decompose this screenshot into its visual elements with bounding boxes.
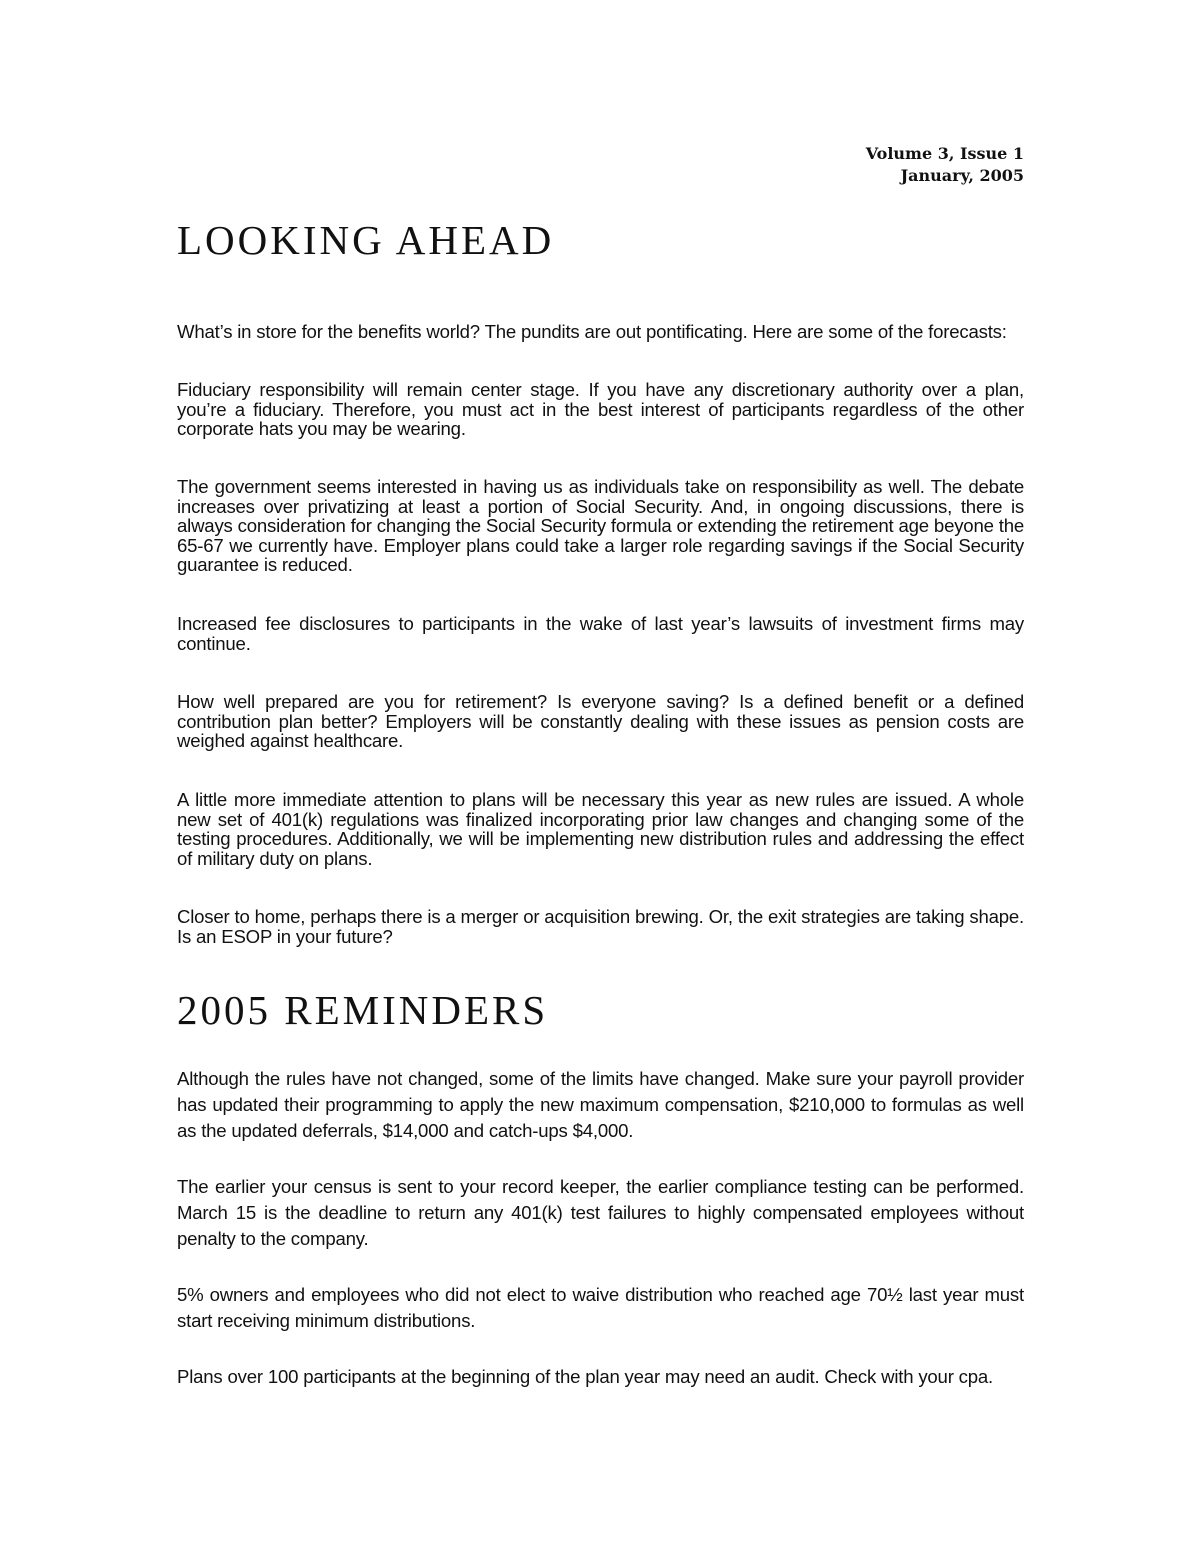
paragraph: Increased fee disclosures to participants in the wake of last year’s lawsuits of investment firms may continue. [177,613,1024,654]
paragraph: What’s in store for the benefits world? The pundits are out pontificating. Here are some of the forecasts: [177,321,1007,342]
paragraph: 5% owners and employees who did not elect to waive distribution who reached age 70½ last year must start receiving minimum distributions. [177,1284,1024,1331]
section-title-looking-ahead: LOOKING AHEAD [177,217,555,263]
issue-date: January, 2005 [900,166,1024,185]
paragraph: Plans over 100 participants at the beginning of the plan year may need an audit. Check with your cpa. [177,1366,994,1387]
paragraph: Fiduciary responsibility will remain center stage. If you have any discretionary authority over a plan, you’re a fiduciary. Therefore, you must act in the best interest of participants regardless of the other corporate hats you may be wearing. [177,379,1024,440]
paragraph: The government seems interested in having us as individuals take on responsibility as well. The debate increases over privatizing at least a portion of Social Security. And, in ongoing discussions, there is always consideration for changing the Social Security formula or extending the retirement age beyone the 65-67 we currently have. Employer plans could take a larger role regarding savings if the Social Security guarantee is reduced. [177,476,1024,576]
paragraph: How well prepared are you for retirement? Is everyone saving? Is a defined benefit or a defined contribution plan better? Employers will be constantly dealing with these issues as pension costs are weighed against healthcare. [177,691,1024,752]
newsletter-page [177,0,1024,1553]
paragraph: Although the rules have not changed, some of the limits have changed. Make sure your payroll provider has updated their programming to apply the new maximum compensation, $210,000 to formulas as well as the updated deferrals, $14,000 and catch-ups $4,000. [177,1068,1024,1141]
issue-info [866,143,1024,187]
volume-issue: Volume 3, Issue 1 [865,144,1024,163]
section-title-2005-reminders: 2005 REMINDERS [177,987,549,1033]
paragraph: A little more immediate attention to plans will be necessary this year as new rules are issued. A whole new set of 401(k) regulations was finalized incorporating prior law changes and changing some of the testing procedures. Additionally, we will be implementing new distribution rules and addressing the effect of military duty on plans. [177,789,1024,869]
paragraph: Closer to home, perhaps there is a merger or acquisition brewing. Or, the exit strategies are taking shape. Is an ESOP in your future? [177,906,1024,947]
paragraph: The earlier your census is sent to your record keeper, the earlier compliance testing can be performed. March 15 is the deadline to return any 401(k) test failures to highly compensated employees without penalty to the company. [177,1176,1024,1249]
